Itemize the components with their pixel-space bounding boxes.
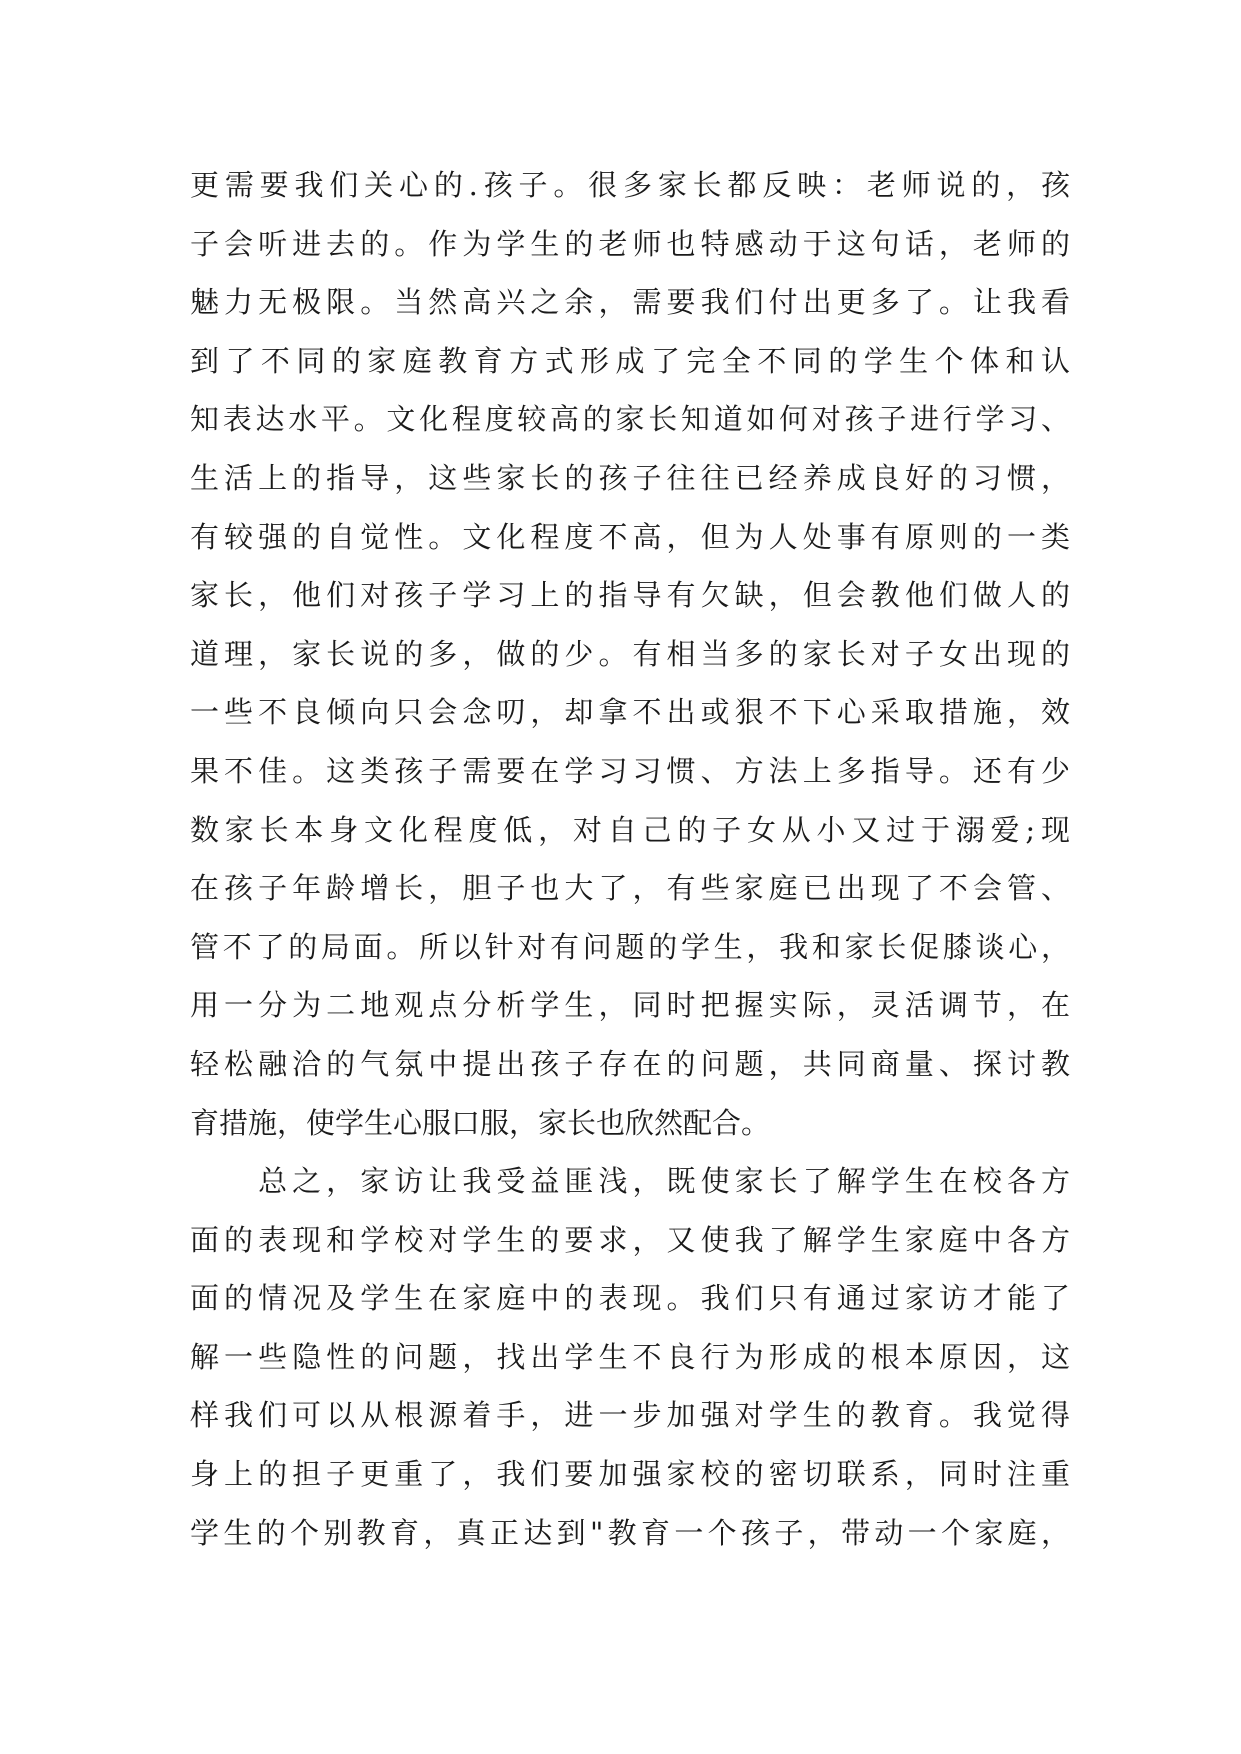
text-line: 面的情况及学生在家庭中的表现。我们只有通过家访才能了 (190, 1281, 1070, 1316)
text-line: 子会听进去的。作为学生的老师也特感动于这句话，老师的 (190, 226, 1070, 261)
text-line: 管不了的局面。所以针对有问题的学生，我和家长促膝谈心， (190, 929, 1070, 964)
text-line: 果不佳。这类孩子需要在学习习惯、方法上多指导。还有少 (190, 753, 1070, 788)
text-line: 用一分为二地观点分析学生，同时把握实际，灵活调节，在 (190, 988, 1070, 1023)
text-line: 轻松融洽的气氛中提出孩子存在的问题，共同商量、探讨教 (190, 1046, 1070, 1081)
body-text (190, 156, 1070, 1562)
text-line: 生活上的指导，这些家长的孩子往往已经养成良好的习惯， (190, 460, 1070, 495)
text-line: 样我们可以从根源着手，进一步加强对学生的教育。我觉得 (190, 1398, 1070, 1433)
text-line: 魅力无极限。当然高兴之余，需要我们付出更多了。让我看 (190, 285, 1070, 320)
text-line: 家长，他们对孩子学习上的指导有欠缺，但会教他们做人的 (190, 578, 1070, 613)
text-line: 在孩子年龄增长，胆子也大了，有些家庭已出现了不会管、 (190, 871, 1070, 906)
text-line: 总之，家访让我受益匪浅，既使家长了解学生在校各方 (190, 1164, 1070, 1199)
text-line: 知表达水平。文化程度较高的家长知道如何对孩子进行学习、 (190, 402, 1070, 437)
text-line: 有较强的自觉性。文化程度不高，但为人处事有原则的一类 (190, 519, 1070, 554)
text-line: 更需要我们关心的.孩子。很多家长都反映：老师说的，孩 (190, 168, 1070, 202)
text-line: 道理，家长说的多，做的少。有相当多的家长对子女出现的 (190, 636, 1070, 671)
text-line: 面的表现和学校对学生的要求，又使我了解学生家庭中各方 (190, 1222, 1070, 1257)
text-line: 育措施，使学生心服口服，家长也欣然配合。 (190, 1105, 771, 1140)
text-line: 数家长本身文化程度低，对自己的子女从小又过于溺爱;现 (190, 812, 1070, 847)
text-line: 身上的担子更重了，我们要加强家校的密切联系，同时注重 (190, 1457, 1070, 1492)
text-line: 解一些隐性的问题，找出学生不良行为形成的根本原因，这 (190, 1339, 1070, 1374)
text-line: 一些不良倾向只会念叨，却拿不出或狠不下心采取措施，效 (190, 695, 1070, 730)
text-line: 学生的个别教育，真正达到"教育一个孩子，带动一个家庭， (190, 1515, 1070, 1550)
text-line: 到了不同的家庭教育方式形成了完全不同的学生个体和认 (190, 343, 1070, 378)
